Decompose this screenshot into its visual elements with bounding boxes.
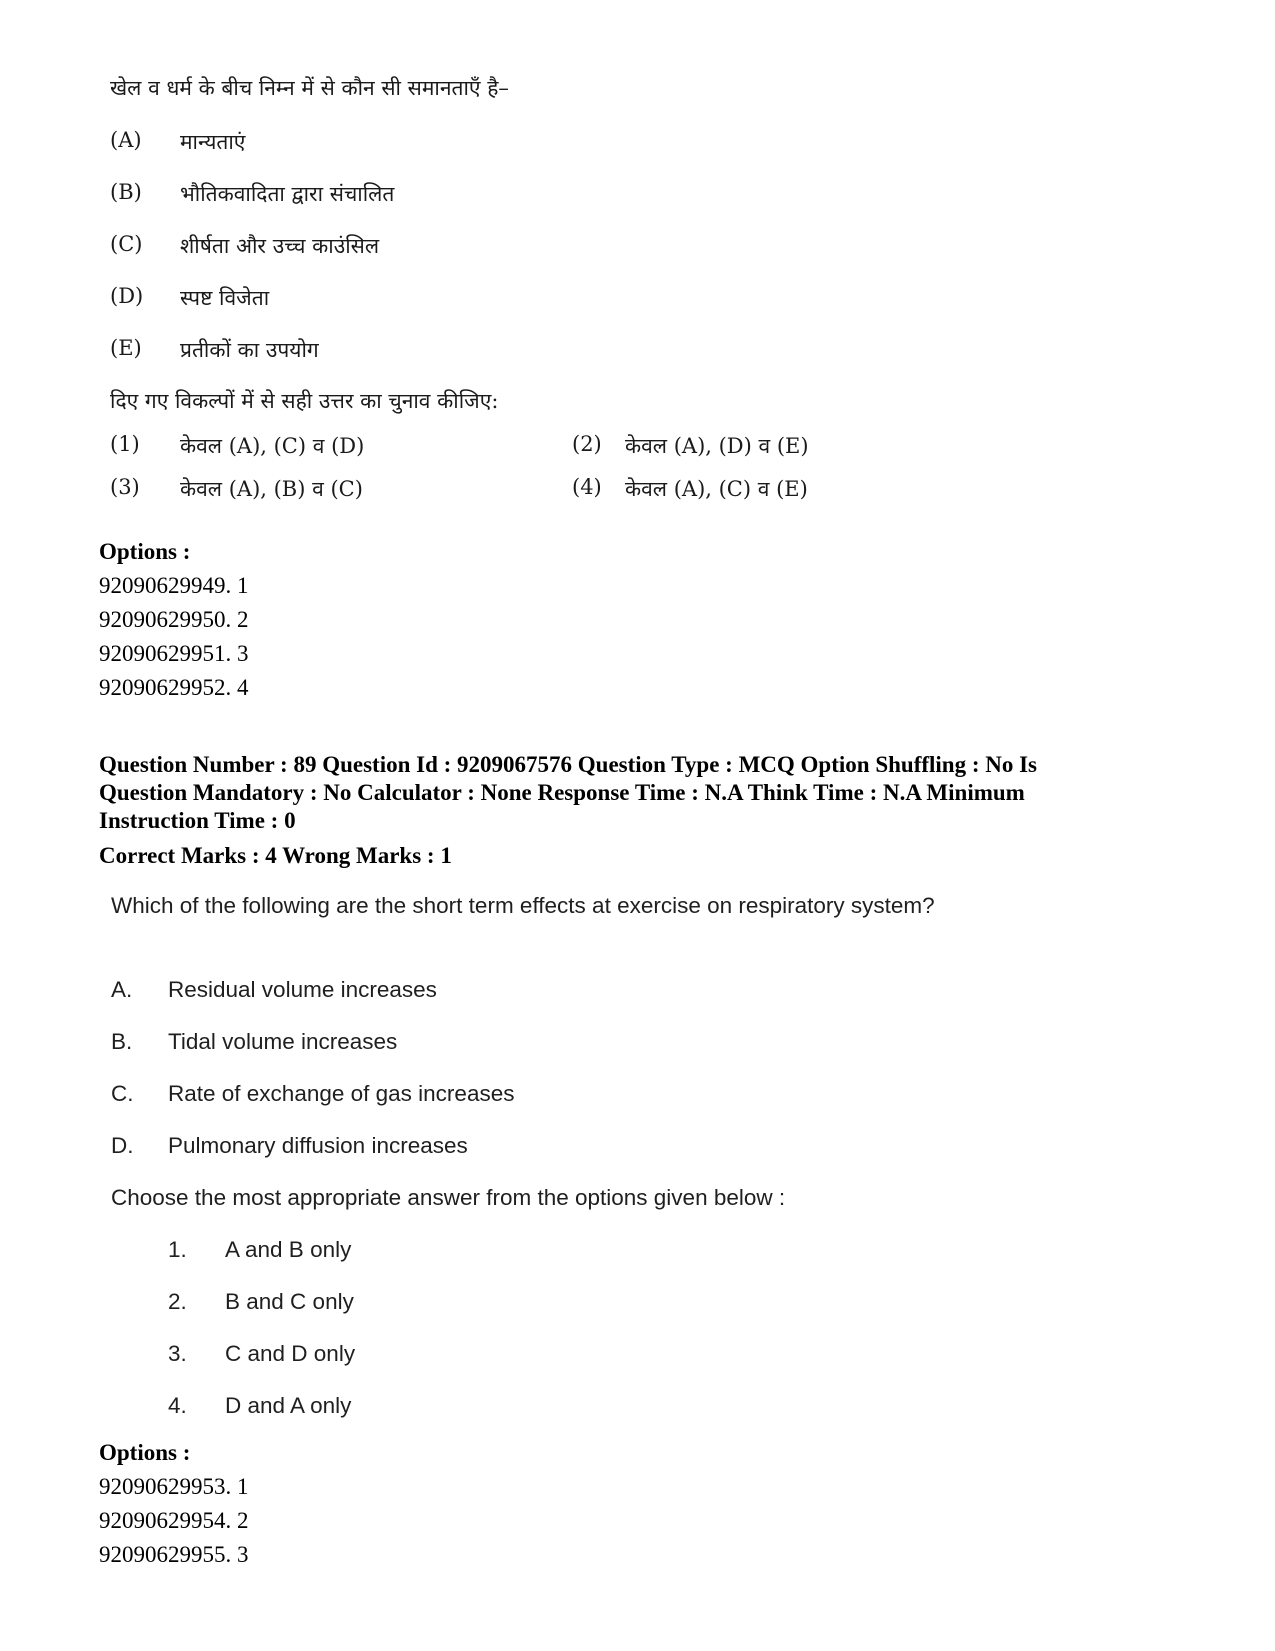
q88-statement-text: भौतिकवादिता द्वारा संचालित bbox=[180, 182, 395, 206]
q89-instruction: Choose the most appropriate answer from the options given below : bbox=[111, 1185, 786, 1210]
q89-statement-text: Rate of exchange of gas increases bbox=[168, 1081, 515, 1106]
option-item: 92090629953. 1 bbox=[99, 1474, 249, 1499]
q88-answer-label: (4) bbox=[572, 475, 602, 499]
q88-answer-text: केवल (A), (C) व (D) bbox=[180, 434, 365, 458]
q88-answer-text: केवल (A), (C) व (E) bbox=[625, 477, 808, 501]
q89-answer-label: 4. bbox=[168, 1393, 187, 1418]
question-meta-line: Instruction Time : 0 bbox=[99, 808, 296, 833]
q89-answer-label: 3. bbox=[168, 1341, 187, 1366]
q89-answer-text: D and A only bbox=[225, 1393, 352, 1418]
options-heading: Options : bbox=[99, 1440, 191, 1465]
option-item: 92090629954. 2 bbox=[99, 1508, 249, 1533]
q89-statement-label: B. bbox=[111, 1029, 133, 1054]
q89-statement-label: A. bbox=[111, 977, 133, 1002]
q88-statement-label: (A) bbox=[110, 128, 142, 152]
options-heading: Options : bbox=[99, 539, 191, 564]
q88-statement-label: (E) bbox=[110, 336, 142, 360]
q89-answer-label: 2. bbox=[168, 1289, 187, 1314]
option-item: 92090629949. 1 bbox=[99, 573, 249, 598]
q88-instruction: दिए गए विकल्पों में से सही उत्तर का चुनाव कीजिए: bbox=[110, 389, 499, 413]
q88-statement-text: शीर्षता और उच्च काउंसिल bbox=[180, 234, 380, 258]
question-meta-line: Question Number : 89 Question Id : 9209067576 Question Type : MCQ Option Shuffling : No Is bbox=[99, 752, 1038, 777]
q88-answer-label: (2) bbox=[572, 432, 602, 456]
q89-statement-text: Tidal volume increases bbox=[168, 1029, 398, 1054]
q89-statement-label: D. bbox=[111, 1133, 134, 1158]
q88-answer-label: (3) bbox=[110, 475, 140, 499]
q89-answer-text: A and B only bbox=[225, 1237, 352, 1262]
question-marks: Correct Marks : 4 Wrong Marks : 1 bbox=[99, 843, 452, 868]
q88-statement-label: (D) bbox=[110, 284, 144, 308]
q88-statement-text: स्पष्ट विजेता bbox=[180, 286, 270, 310]
q88-statement-text: प्रतीकों का उपयोग bbox=[180, 338, 319, 362]
option-item: 92090629952. 4 bbox=[99, 675, 249, 700]
q88-statement-text: मान्यताएं bbox=[180, 130, 246, 154]
q88-statement-label: (C) bbox=[110, 232, 143, 256]
q88-answer-text: केवल (A), (D) व (E) bbox=[625, 434, 809, 458]
q88-statement-label: (B) bbox=[110, 180, 142, 204]
option-item: 92090629951. 3 bbox=[99, 641, 249, 666]
q89-answer-text: C and D only bbox=[225, 1341, 356, 1366]
q89-answer-text: B and C only bbox=[225, 1289, 354, 1314]
q88-answer-label: (1) bbox=[110, 432, 140, 456]
option-item: 92090629955. 3 bbox=[99, 1542, 249, 1567]
q89-statement-text: Pulmonary diffusion increases bbox=[168, 1133, 468, 1158]
q88-answer-text: केवल (A), (B) व (C) bbox=[180, 477, 363, 501]
q89-answer-label: 1. bbox=[168, 1237, 187, 1262]
q89-statement-text: Residual volume increases bbox=[168, 977, 437, 1002]
option-item: 92090629950. 2 bbox=[99, 607, 249, 632]
q89-statement-label: C. bbox=[111, 1081, 134, 1106]
question-meta-line: Question Mandatory : No Calculator : None Response Time : N.A Think Time : N.A Minimum bbox=[99, 780, 1025, 805]
q88-stem: खेल व धर्म के बीच निम्न में से कौन सी समानताएँ है– bbox=[110, 76, 509, 100]
q89-stem: Which of the following are the short term effects at exercise on respiratory system? bbox=[111, 893, 935, 918]
